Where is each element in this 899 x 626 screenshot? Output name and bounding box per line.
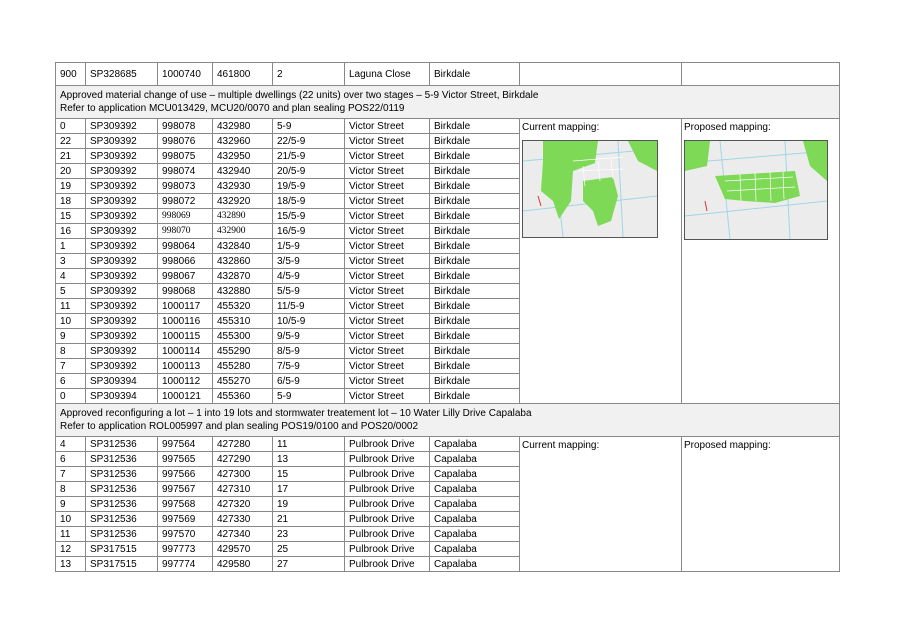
- table-row: [56, 63, 840, 86]
- suburb-cell: Birkdale: [430, 194, 520, 209]
- id-cell: 1000117: [158, 299, 213, 314]
- plan-cell: SP309392: [86, 179, 158, 194]
- plan-cell: SP312536: [86, 482, 158, 497]
- property-cell: 432840: [213, 239, 273, 254]
- number-cell: 22/5-9: [273, 134, 345, 149]
- street-cell: Victor Street: [345, 254, 430, 269]
- number-cell: 17: [273, 482, 345, 497]
- number-cell: 2: [273, 63, 345, 86]
- id-cell: 1000113: [158, 359, 213, 374]
- street-cell: Victor Street: [345, 239, 430, 254]
- id-cell: 998070: [158, 224, 213, 239]
- number-cell: 23: [273, 527, 345, 542]
- property-cell: 455300: [213, 329, 273, 344]
- number-cell: 13: [273, 452, 345, 467]
- number-cell: 5/5-9: [273, 284, 345, 299]
- plan-cell: SP309392: [86, 194, 158, 209]
- property-cell: 427280: [213, 437, 273, 452]
- property-cell: 432950: [213, 149, 273, 164]
- lot-cell: 8: [56, 482, 86, 497]
- id-cell: 997568: [158, 497, 213, 512]
- street-cell: Pulbrook Drive: [345, 557, 430, 572]
- plan-cell: SP309392: [86, 209, 158, 224]
- number-cell: 25: [273, 542, 345, 557]
- id-cell: 997564: [158, 437, 213, 452]
- number-cell: 11/5-9: [273, 299, 345, 314]
- blank-cell: [682, 63, 840, 86]
- plan-cell: SP309392: [86, 269, 158, 284]
- id-cell: 997774: [158, 557, 213, 572]
- proposed-map-image: [684, 140, 828, 240]
- suburb-cell: Capalaba: [430, 542, 520, 557]
- street-cell: Laguna Close: [345, 63, 430, 86]
- suburb-cell: Birkdale: [430, 179, 520, 194]
- plan-cell: SP312536: [86, 467, 158, 482]
- street-cell: Victor Street: [345, 134, 430, 149]
- street-cell: Victor Street: [345, 389, 430, 404]
- property-cell: 432980: [213, 119, 273, 134]
- number-cell: 20/5-9: [273, 164, 345, 179]
- plan-cell: SP309392: [86, 164, 158, 179]
- property-cell: 455280: [213, 359, 273, 374]
- suburb-cell: Birkdale: [430, 374, 520, 389]
- street-cell: Victor Street: [345, 269, 430, 284]
- id-cell: 998067: [158, 269, 213, 284]
- suburb-cell: Capalaba: [430, 452, 520, 467]
- number-cell: 5-9: [273, 119, 345, 134]
- id-cell: 998074: [158, 164, 213, 179]
- street-cell: Pulbrook Drive: [345, 542, 430, 557]
- current-map-image: [522, 140, 658, 238]
- lot-cell: 10: [56, 512, 86, 527]
- lot-cell: 22: [56, 134, 86, 149]
- lot-cell: 11: [56, 299, 86, 314]
- proposed-mapping-cell: [682, 119, 840, 404]
- property-cell: 427300: [213, 467, 273, 482]
- id-cell: 1000116: [158, 314, 213, 329]
- suburb-cell: Birkdale: [430, 314, 520, 329]
- street-cell: Victor Street: [345, 194, 430, 209]
- street-cell: Pulbrook Drive: [345, 467, 430, 482]
- suburb-cell: Birkdale: [430, 164, 520, 179]
- suburb-cell: Birkdale: [430, 209, 520, 224]
- lot-cell: 1: [56, 239, 86, 254]
- property-cell: 455290: [213, 344, 273, 359]
- property-cell: 427320: [213, 497, 273, 512]
- current-mapping-cell: [520, 119, 682, 404]
- plan-cell: SP309392: [86, 329, 158, 344]
- id-cell: 1000112: [158, 374, 213, 389]
- suburb-cell: Birkdale: [430, 344, 520, 359]
- table-row: [56, 437, 840, 452]
- lot-cell: 0: [56, 389, 86, 404]
- lot-cell: 10: [56, 314, 86, 329]
- id-cell: 998078: [158, 119, 213, 134]
- lot-cell: 11: [56, 527, 86, 542]
- lot-cell: 6: [56, 452, 86, 467]
- street-cell: Victor Street: [345, 329, 430, 344]
- number-cell: 6/5-9: [273, 374, 345, 389]
- street-cell: Pulbrook Drive: [345, 437, 430, 452]
- plan-cell: SP312536: [86, 437, 158, 452]
- property-cell: 427340: [213, 527, 273, 542]
- street-cell: Victor Street: [345, 164, 430, 179]
- property-cell: 429570: [213, 542, 273, 557]
- plan-cell: SP309392: [86, 299, 158, 314]
- section-header: [56, 404, 840, 437]
- street-cell: Victor Street: [345, 209, 430, 224]
- plan-cell: SP317515: [86, 542, 158, 557]
- number-cell: 1/5-9: [273, 239, 345, 254]
- number-cell: 15: [273, 467, 345, 482]
- suburb-cell: Capalaba: [430, 497, 520, 512]
- suburb-cell: Capalaba: [430, 437, 520, 452]
- suburb-cell: Birkdale: [430, 359, 520, 374]
- id-cell: 998072: [158, 194, 213, 209]
- plan-cell: SP309392: [86, 254, 158, 269]
- number-cell: 10/5-9: [273, 314, 345, 329]
- id-cell: 997569: [158, 512, 213, 527]
- plan-cell: SP312536: [86, 527, 158, 542]
- id-cell: 997565: [158, 452, 213, 467]
- lot-cell: 5: [56, 284, 86, 299]
- street-cell: Pulbrook Drive: [345, 497, 430, 512]
- property-cell: 432960: [213, 134, 273, 149]
- number-cell: 7/5-9: [273, 359, 345, 374]
- id-cell: 997773: [158, 542, 213, 557]
- suburb-cell: Birkdale: [430, 63, 520, 86]
- suburb-cell: Capalaba: [430, 467, 520, 482]
- plan-cell: SP309392: [86, 224, 158, 239]
- lot-cell: 21: [56, 149, 86, 164]
- street-cell: Victor Street: [345, 314, 430, 329]
- id-cell: 998068: [158, 284, 213, 299]
- plan-cell: SP309392: [86, 119, 158, 134]
- suburb-cell: Capalaba: [430, 512, 520, 527]
- plan-cell: SP309392: [86, 344, 158, 359]
- id-cell: 1000115: [158, 329, 213, 344]
- plan-cell: SP309392: [86, 149, 158, 164]
- number-cell: 19/5-9: [273, 179, 345, 194]
- suburb-cell: Birkdale: [430, 239, 520, 254]
- number-cell: 15/5-9: [273, 209, 345, 224]
- plan-cell: SP309392: [86, 284, 158, 299]
- street-cell: Pulbrook Drive: [345, 482, 430, 497]
- lot-cell: 7: [56, 467, 86, 482]
- lot-cell: 9: [56, 497, 86, 512]
- lot-cell: 9: [56, 329, 86, 344]
- section-description: Approved reconfiguring a lot – 1 into 19 lots and stormwater treatement lot – 10 Water Lilly Drive Capalaba: [60, 408, 532, 419]
- property-cell: 432940: [213, 164, 273, 179]
- street-cell: Pulbrook Drive: [345, 512, 430, 527]
- plan-cell: SP312536: [86, 452, 158, 467]
- street-cell: Pulbrook Drive: [345, 452, 430, 467]
- current-mapping-cell: [520, 437, 682, 572]
- property-cell: 427310: [213, 482, 273, 497]
- suburb-cell: Capalaba: [430, 527, 520, 542]
- property-cell: 432920: [213, 194, 273, 209]
- plan-cell: SP309394: [86, 374, 158, 389]
- street-cell: Victor Street: [345, 284, 430, 299]
- table-row: [56, 119, 840, 134]
- current-mapping-label: Current mapping:: [522, 440, 600, 451]
- blank-cell: [520, 63, 682, 86]
- lot-cell: 4: [56, 269, 86, 284]
- document-page: [55, 62, 839, 572]
- proposed-mapping-label: Proposed mapping:: [684, 440, 771, 451]
- street-cell: Victor Street: [345, 149, 430, 164]
- street-cell: Victor Street: [345, 179, 430, 194]
- street-cell: Victor Street: [345, 119, 430, 134]
- suburb-cell: Capalaba: [430, 557, 520, 572]
- id-cell: 998073: [158, 179, 213, 194]
- plan-cell: SP312536: [86, 512, 158, 527]
- id-cell: 1000114: [158, 344, 213, 359]
- property-table: [55, 62, 840, 572]
- number-cell: 21/5-9: [273, 149, 345, 164]
- id-cell: 998064: [158, 239, 213, 254]
- proposed-mapping-cell: [682, 437, 840, 572]
- street-cell: Victor Street: [345, 299, 430, 314]
- property-cell: 432870: [213, 269, 273, 284]
- number-cell: 21: [273, 512, 345, 527]
- property-cell: 461800: [213, 63, 273, 86]
- number-cell: 8/5-9: [273, 344, 345, 359]
- street-cell: Victor Street: [345, 344, 430, 359]
- plan-cell: SP328685: [86, 63, 158, 86]
- section-reference: Refer to application ROL005997 and plan sealing POS19/0100 and POS20/0002: [60, 421, 419, 432]
- plan-cell: SP309392: [86, 359, 158, 374]
- suburb-cell: Capalaba: [430, 482, 520, 497]
- current-mapping-label: Current mapping:: [522, 122, 600, 133]
- suburb-cell: Birkdale: [430, 269, 520, 284]
- property-cell: 427330: [213, 512, 273, 527]
- suburb-cell: Birkdale: [430, 134, 520, 149]
- id-cell: 998075: [158, 149, 213, 164]
- id-cell: 997570: [158, 527, 213, 542]
- number-cell: 27: [273, 557, 345, 572]
- lot-cell: 20: [56, 164, 86, 179]
- number-cell: 9/5-9: [273, 329, 345, 344]
- section-reference: Refer to application MCU013429, MCU20/0070 and plan sealing POS22/0119: [60, 103, 405, 114]
- lot-cell: 12: [56, 542, 86, 557]
- section-header: [56, 86, 840, 119]
- lot-cell: 18: [56, 194, 86, 209]
- id-cell: 998066: [158, 254, 213, 269]
- property-cell: 455360: [213, 389, 273, 404]
- lot-cell: 13: [56, 557, 86, 572]
- id-cell: 1000121: [158, 389, 213, 404]
- property-cell: 455310: [213, 314, 273, 329]
- number-cell: 5-9: [273, 389, 345, 404]
- lot-cell: 15: [56, 209, 86, 224]
- street-cell: Pulbrook Drive: [345, 527, 430, 542]
- property-cell: 432900: [213, 224, 273, 239]
- street-cell: Victor Street: [345, 374, 430, 389]
- plan-cell: SP309392: [86, 134, 158, 149]
- id-cell: 1000740: [158, 63, 213, 86]
- lot-cell: 0: [56, 119, 86, 134]
- proposed-mapping-label: Proposed mapping:: [684, 122, 771, 133]
- property-cell: 429580: [213, 557, 273, 572]
- id-cell: 998076: [158, 134, 213, 149]
- property-cell: 432860: [213, 254, 273, 269]
- property-cell: 432930: [213, 179, 273, 194]
- suburb-cell: Birkdale: [430, 389, 520, 404]
- id-cell: 997566: [158, 467, 213, 482]
- property-cell: 455320: [213, 299, 273, 314]
- street-cell: Victor Street: [345, 224, 430, 239]
- suburb-cell: Birkdale: [430, 119, 520, 134]
- lot-cell: 3: [56, 254, 86, 269]
- number-cell: 4/5-9: [273, 269, 345, 284]
- section-description: Approved material change of use – multiple dwellings (22 units) over two stages – 5-9 Victor Street, Birkdale: [60, 90, 539, 101]
- suburb-cell: Birkdale: [430, 254, 520, 269]
- lot-cell: 6: [56, 374, 86, 389]
- number-cell: 11: [273, 437, 345, 452]
- lot-cell: 4: [56, 437, 86, 452]
- suburb-cell: Birkdale: [430, 299, 520, 314]
- plan-cell: SP317515: [86, 557, 158, 572]
- number-cell: 18/5-9: [273, 194, 345, 209]
- lot-cell: 900: [56, 63, 86, 86]
- lot-cell: 8: [56, 344, 86, 359]
- suburb-cell: Birkdale: [430, 329, 520, 344]
- id-cell: 998069: [158, 209, 213, 224]
- id-cell: 997567: [158, 482, 213, 497]
- street-cell: Victor Street: [345, 359, 430, 374]
- property-cell: 427290: [213, 452, 273, 467]
- plan-cell: SP309392: [86, 239, 158, 254]
- plan-cell: SP309394: [86, 389, 158, 404]
- property-cell: 455270: [213, 374, 273, 389]
- plan-cell: SP309392: [86, 314, 158, 329]
- property-cell: 432880: [213, 284, 273, 299]
- lot-cell: 7: [56, 359, 86, 374]
- plan-cell: SP312536: [86, 497, 158, 512]
- suburb-cell: Birkdale: [430, 284, 520, 299]
- number-cell: 3/5-9: [273, 254, 345, 269]
- number-cell: 16/5-9: [273, 224, 345, 239]
- section-header-row: [56, 404, 840, 437]
- lot-cell: 19: [56, 179, 86, 194]
- suburb-cell: Birkdale: [430, 224, 520, 239]
- section-header-row: [56, 86, 840, 119]
- lot-cell: 16: [56, 224, 86, 239]
- suburb-cell: Birkdale: [430, 149, 520, 164]
- property-cell: 432890: [213, 209, 273, 224]
- number-cell: 19: [273, 497, 345, 512]
